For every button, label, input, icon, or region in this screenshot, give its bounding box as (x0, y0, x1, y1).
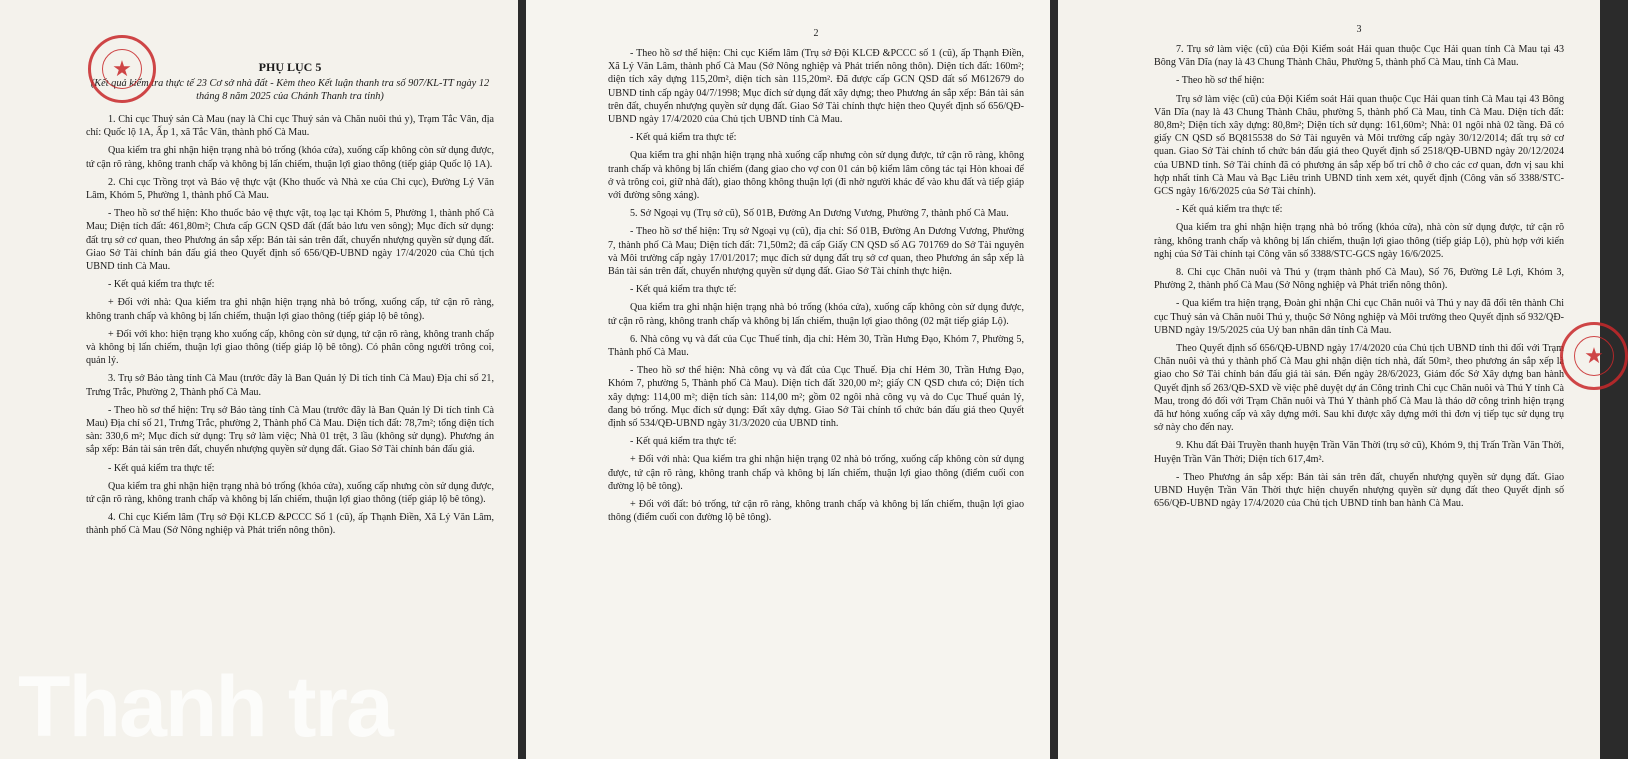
paragraph: Theo Quyết định số 656/QĐ-UBND ngày 17/4/2020 của Chủ tịch UBND tỉnh thì đối với Trạm Chăn nuôi và thú y thành phố Cà Mau ghi nhận diện tích nhà, đất 50m², theo phương án sắp xếp là giao cho Sở Tài chính bán đấu giá tài sản. Đến ngày 28/6/2023, Giám đốc Sở Xây dựng ban hành Quyết định số 263/QĐ-SXD về việc phê duyệt dự án Công trình Chi cục Chăn nuôi và Thú Y tỉnh Cà Mau, trong đó đối với Trạm Chăn nuôi và Thú Y thành phố Cà Mau là tháo dỡ công trình hiện trạng đã hư hỏng xuống cấp và xây dựng mới. Sau khi được xây dựng mới thì đơn vị tiếp tục sử dụng trụ sở này cho đến nay. (1154, 343, 1564, 434)
paragraph: - Kết quả kiểm tra thực tế: (108, 462, 215, 474)
document-page-3 (1058, 0, 1600, 759)
paragraph: + Đối với nhà: Qua kiểm tra ghi nhận hiện trạng nhà bỏ trống, xuống cấp, tứ cận rõ ràng, không tranh chấp và không bị lấn chiếm, thuận lợi giao thông (tiếp giáp lộ bê tông). (86, 297, 494, 322)
red-seal-stamp (88, 35, 156, 103)
paragraph: + Đối với kho: hiện trạng kho xuống cấp, không còn sử dụng, tứ cận rõ ràng, không tranh chấp và không bị lấn chiếm, thuận lợi giao thông (tiếp giáp lộ bê tông). Có phân công người trông coi, quản lý. (86, 328, 494, 367)
paragraph: - Theo hồ sơ thể hiện: Nhà công vụ và đất của Cục Thuế. Địa chỉ Hẻm 30, Trần Hưng Đạo, Khóm 7, phường 5, Thành phố Cà Mau). Diện tích đất 320,00 m²; giấy CN QSD chưa có; Diện tích xây dựng: 114,00 m²; diện tích sàn: 114,00 m²; gồm 02 ngôi nhà công vụ và do Cục Thuế quản lý, đang bỏ trống. Mục đích sử dụng: Đất xây dựng. Giao Sở Tài chính tổ chức bán đấu giá theo Quyết định số 534/QĐ-UBND ngày 31/3/2020 của UBND tỉnh. (608, 365, 1024, 430)
paragraph: - Theo hồ sơ thể hiện: Trụ sở Ngoại vụ (cũ), địa chỉ: Số 01B, Đường An Dương Vương, Phường 7, thành phố Cà Mau; Diện tích đất: 71,50m2; đã cấp Giấy CN QSD số AG 701769 do Sở Tài nguyên và Môi trường cấp ngày 17/01/2017; mục đích sử dụng đất trụ sở cơ quan, theo Phương án sắp xếp là Bán tài sản trên đất, chuyển nhượng quyền sử dụng đất. Giao Sở Tài chính thực hiện. (608, 226, 1024, 278)
paragraph: - Theo Phương án sắp xếp: Bán tài sản trên đất, chuyển nhượng quyền sử dụng đất. Giao UBND Huyện Trần Văn Thời thực hiện chuyển nhượng quyền sử dụng đất theo Quyết định số 656/QĐ-UBND ngày 17/4/2020 của Chủ tịch UBND tỉnh ban hành Cà Mau. (1154, 471, 1564, 510)
paragraph: 6. Nhà công vụ và đất của Cục Thuế tỉnh, địa chỉ: Hẻm 30, Trần Hưng Đạo, Khóm 7, Phường 5, Thành phố Cà Mau. (608, 333, 1024, 359)
paragraph: - Theo hồ sơ thể hiện: (1176, 75, 1265, 87)
paragraph: - Theo hồ sơ thể hiện: Chi cục Kiểm lâm (Trụ sở Đội KLCĐ &PCCC số 1 (cũ), ấp Thạnh Điền, Xã Lý Văn Lâm, thành phố Cà Mau (Sở Nông nghiệp và Phát triển nông thôn). Diện tích đất: 160m²; diện tích xây dựng 115,20m², diện tích sàn 115,20m². Đã được cấp GCN QSD đất số M612679 do UBND tỉnh cấp ngày 04/7/1998; Mục đích sử dụng đất xây dựng; theo Phương án sắp xếp: Bán tài sản trên đất, chuyển nhượng quyền sử dụng đất. Giao Sở Tài chính thực hiện theo Quyết định số 656/QĐ-UBND ngày 17/4/2020 của Chủ tịch UBND tỉnh Cà Mau. (608, 48, 1024, 126)
star-icon: ★ (1574, 336, 1614, 376)
paragraph: 7. Trụ sở làm việc (cũ) của Đội Kiểm soát Hải quan thuộc Cục Hải quan tỉnh Cà Mau tại 43 Bông Văn Dĩa (nay là 43 Chung Thành Châu, Phường 5, thành phố Cà Mau, tỉnh Cà Mau. (1154, 44, 1564, 69)
paragraph: + Đối với nhà: Qua kiểm tra ghi nhận hiện trạng 02 nhà bỏ trống, xuống cấp không còn sử dụng được, tứ cận rõ ràng, không tranh chấp và không bị lấn chiếm, thuận lợi giao thông (điểm cuối con đường lộ bê tông). (608, 454, 1024, 492)
paragraph: + Đối với đất: bỏ trống, tứ cận rõ ràng, không tranh chấp và không bị lấn chiếm, thuận lợi giao thông (điểm cuối con đường lộ bê tông). (608, 499, 1024, 524)
page-number: 2 (813, 28, 819, 39)
paragraph: - Theo hồ sơ thể hiện: Trụ sở Bảo tàng tỉnh Cà Mau (trước đây là Ban Quản lý Di tích tỉnh Cà Mau) Địa chỉ số 21, Trưng Trắc, phường 2, Thành phố Cà Mau. Diện tích đất: 78,7m²; tổng diện tích sàn: 330,6 m²; Mục đích sử dụng: Trụ sở làm việc; Nhà 01 trệt, 3 lầu (không sử dụng). Phương án sắp xếp: Bán tài sản trên đất, chuyển nhượng quyền sử dụng đất. Giao Sở Tài chính bán đấu giá. (86, 404, 494, 456)
paragraph: Qua kiểm tra ghi nhận hiện trạng nhà xuống cấp nhưng còn sử dụng được, tứ cận rõ ràng, không tranh chấp và không bị lấn chiếm (đang giao cho vợ con 01 cán bộ kiểm lâm công tác tại Hòn khoai để ở và trông coi, giữ nhà đất), giao thông không thuận lợi (đi nhờ người khác để vào khu đất và tiếp giáp với đường sông xáng). (608, 150, 1024, 202)
document-page-1 (0, 0, 518, 759)
paragraph: Qua kiểm tra ghi nhận hiện trạng nhà bỏ trống (khóa cửa), xuống cấp không còn sử dụng được, tứ cận rõ ràng, không tranh chấp và không bị lấn chiếm, thuận lợi giao thông (tiếp giáp Quốc lộ 1A). (86, 145, 494, 170)
page-3-body (1154, 43, 1564, 511)
paragraph: 3. Trụ sở Bảo tàng tỉnh Cà Mau (trước đây là Ban Quản lý Di tích tỉnh Cà Mau) Địa chỉ số 21, Trưng Trắc, Phường 2, Thành phố Cà Mau. (86, 373, 494, 398)
document-page-2 (526, 0, 1050, 759)
page-1-body (86, 113, 494, 538)
paragraph: Qua kiểm tra ghi nhận hiện trạng nhà bỏ trống (khóa cửa), xuống cấp không còn sử dụng được, tứ cận rõ ràng, không tranh chấp và không bị lấn chiếm, thuận lợi giao thông (02 mặt tiếp giáp Lộ). (608, 302, 1024, 327)
paragraph: - Theo hồ sơ thể hiện: Kho thuốc bảo vệ thực vật, toạ lạc tại Khóm 5, Phường 1, thành phố Cà Mau; Diện tích đất: 461,80m²; Chưa cấp GCN QSD đất (đất bảo lưu ven sông); Mục đích sử dụng: đất trụ sở cơ quan, theo Phương án sắp xếp: Bán tài sản trên đất, chuyển nhượng quyền sử dụng đất. Giao Sở Tài chính bán đấu giá theo Quyết định số 656/QĐ-UBND ngày 17/4/2020 của Chủ tịch UBND tỉnh Cà Mau. (86, 208, 494, 273)
red-seal-stamp-partial (1560, 322, 1628, 390)
paragraph: - Kết quả kiểm tra thực tế: (1176, 204, 1283, 216)
paragraph: 9. Khu đất Đài Truyền thanh huyện Trần Văn Thời (trụ sở cũ), Khóm 9, thị Trấn Trần Văn Thời, Huyện Trần Văn Thời; Diện tích 617,4m². (1154, 440, 1564, 465)
paragraph: Qua kiểm tra ghi nhận hiện trạng nhà bỏ trống (khóa cửa), xuống cấp nhưng còn sử dụng được, tứ cận rõ ràng, không tranh chấp và không bị lấn chiếm, thuận lợi giao thông (tiếp giáp lộ bê tông). (86, 480, 494, 506)
page-number: 3 (1356, 24, 1362, 35)
paragraph: - Kết quả kiểm tra thực tế: (108, 279, 215, 291)
paragraph: 1. Chi cục Thuỷ sản Cà Mau (nay là Chi cục Thuỷ sản và Chăn nuôi thú y), Trạm Tắc Vân, địa chỉ: Quốc lộ 1A, Ấp 1, xã Tắc Vân, thành phố Cà Mau. (86, 114, 494, 139)
appendix-subtitle: (Kết quả kiểm tra thực tế 23 Cơ sở nhà đất - Kèm theo Kết luận thanh tra số 907/KL-TT ngày 12 tháng 8 năm 2025 của Chánh Thanh tra tỉnh) (90, 78, 490, 102)
watermark-logo: Thanh tra (18, 659, 392, 755)
paragraph: Trụ sở làm việc (cũ) của Đội Kiểm soát Hải quan thuộc Cục Hải quan tỉnh Cà Mau tại 43 Bông Văn Dĩa (nay là 43 Chung Thành Châu, phường 5, thành phố Cà Mau, tỉnh Cà Mau. Diện tích đất: 80,8m²; Diện tích xây dựng: 80,8m²; Diện tích sử dụng: 161,60m²; Nhà: 01 ngôi nhà 02 tầng. Đã có giấy CN QSD số BQ815538 do Sở Tài nguyên và Môi trường cấp ngày 30/12/2014; đất trụ sở cơ quan. Giao Sở Tài chính tổ chức bán đấu giá theo Quyết định số 2518/QĐ-UBND ngày 20/12/2024 của UBND tỉnh. Sở Tài chính đã có phương án sắp xếp bố trí chỗ ở cho các cơ quan, đơn vị sau khi hợp nhất tỉnh Cà Mau và Bạc Liêu trình UBND tỉnh xem xét, quyết định (Công văn số 3388/STC-GCS ngày 16/6/2025 của Sở Tài chính). (1154, 93, 1564, 198)
paragraph: - Kết quả kiểm tra thực tế: (630, 436, 737, 448)
paragraph: - Kết quả kiểm tra thực tế: (630, 284, 737, 296)
paragraph: 2. Chi cục Trồng trọt và Bảo vệ thực vật (Kho thuốc và Nhà xe của Chi cục), Đường Lý Văn Lâm, Khóm 5, Phường 1, thành phố Cà Mau. (86, 176, 494, 202)
paragraph: 8. Chi cục Chăn nuôi và Thú y (trạm thành phố Cà Mau), Số 76, Đường Lê Lợi, Khóm 3, Phường 2, thành phố Cà Mau (Sở Nông nghiệp và Phát triển nông thôn). (1154, 267, 1564, 292)
paragraph: 4. Chi cục Kiểm lâm (Trụ sở Đội KLCĐ &PCCC Số 1 (cũ), ấp Thạnh Điền, Xã Lý Văn Lâm, thành phố Cà Mau (Sở Nông nghiệp và Phát triển nông thôn). (86, 512, 494, 537)
appendix-title: PHỤ LỤC 5 (258, 60, 322, 74)
paragraph: - Qua kiểm tra hiện trạng, Đoàn ghi nhận Chi cục Chăn nuôi và Thú y nay đã đổi tên thành Chi cục Thuỷ sản và Chăn nuôi Thú y, thuộc Sở Nông nghiệp và Môi trường theo Quyết định số 932/QĐ-UBND ngày 19/5/2025 của Uỷ ban nhân dân tỉnh Cà Mau. (1154, 298, 1564, 336)
paragraph: Qua kiểm tra ghi nhận hiện trạng nhà bỏ trống (khóa cửa), nhà còn sử dụng được, tứ cận rõ ràng, không tranh chấp và không bị lấn chiếm, thuận lợi giao thông (tiếp giáp Lộ), phù hợp với kiến nghị của Sở Tài chính tại Công văn số 3388/STC-GCS ngày 16/6/2025. (1154, 222, 1564, 260)
star-icon: ★ (102, 49, 142, 89)
page-2-body (608, 47, 1024, 525)
paragraph: - Kết quả kiểm tra thực tế: (630, 132, 737, 144)
paragraph: 5. Sở Ngoại vụ (Trụ sở cũ), Số 01B, Đường An Dương Vương, Phường 7, thành phố Cà Mau. (630, 208, 1009, 220)
